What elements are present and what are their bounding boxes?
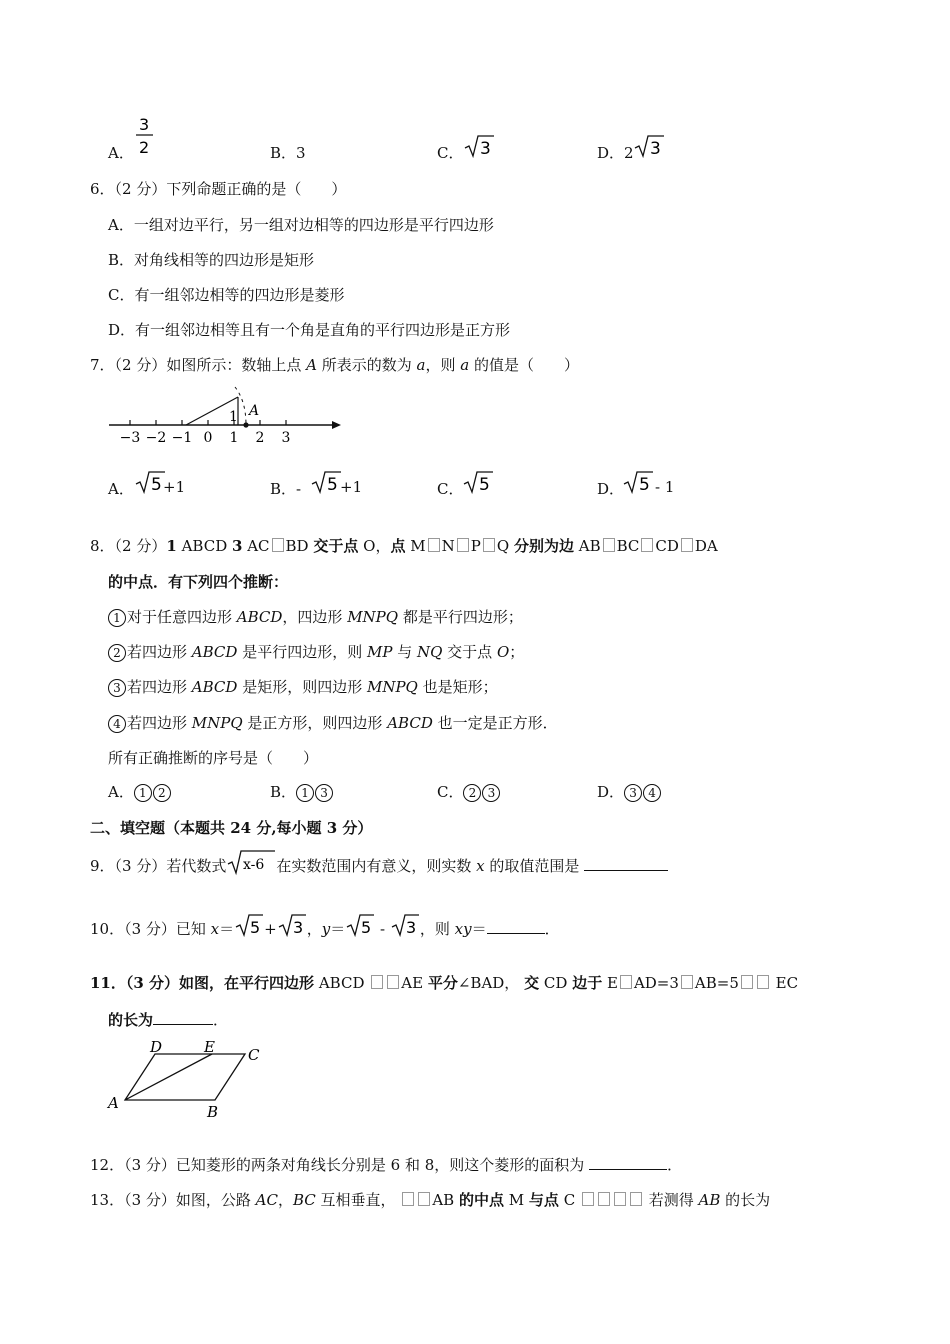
q8-stem-line1 xyxy=(90,535,718,556)
statement-var: MNPQ xyxy=(191,714,243,732)
radicand: 3 xyxy=(650,139,661,159)
axis-tick-label: −1 xyxy=(171,430,193,446)
stem-text: ∠BAD， xyxy=(457,974,520,992)
stem-text: BD xyxy=(285,537,309,555)
q7-option-c-label: C． xyxy=(437,480,464,498)
q7-option-d-label: D． xyxy=(597,480,625,498)
q8-option-d xyxy=(597,781,662,802)
label-A: A xyxy=(108,1094,119,1112)
q8-option-c xyxy=(437,781,501,802)
stem-text: M xyxy=(410,537,426,555)
radicand: 5 xyxy=(639,475,650,495)
axis-tick-label: −2 xyxy=(145,430,167,446)
fraction-denominator: 2 xyxy=(139,138,150,157)
q5-option-c-sqrt xyxy=(463,134,495,160)
circled-number: 4 xyxy=(643,784,661,802)
q5-option-c-label: C． xyxy=(437,144,464,162)
statement-text: ，四边形 xyxy=(282,608,348,626)
axis-tick-label: 0 xyxy=(203,430,213,446)
stem-text: 交 xyxy=(524,974,540,992)
q9-answer-blank[interactable] xyxy=(584,856,668,871)
q7-stem xyxy=(90,354,579,375)
q7-number-line-figure xyxy=(105,385,350,447)
q13-text: 互相垂直， xyxy=(315,1191,396,1209)
stem-text: AC xyxy=(247,537,270,555)
q5-option-b: B．3 xyxy=(270,144,306,162)
q13-text: AB xyxy=(432,1191,455,1209)
question-13 xyxy=(90,1189,770,1210)
stem-text: 边于 xyxy=(572,974,603,992)
q13-text: ， xyxy=(277,1191,293,1209)
q8-statement-4 xyxy=(108,712,558,733)
statement-var: ABCD xyxy=(191,678,238,696)
q7-option-a-tail: +1 xyxy=(163,478,186,496)
q7-option-b-label: B．- xyxy=(270,480,302,498)
statement-text: 若四边形 xyxy=(127,643,192,661)
section-2-heading: 二、填空题（本题共 24 分,每小题 3 分） xyxy=(90,819,373,837)
point-A-dot xyxy=(243,422,248,427)
q13-text: C xyxy=(563,1191,576,1209)
q7-option-b-sqrt xyxy=(310,470,342,496)
var-BC: BC xyxy=(293,1191,316,1209)
statement-var: ABCD xyxy=(191,643,238,661)
stem-text: 7．（2 分）如图所示：数轴上点 xyxy=(90,356,307,374)
missing-glyph-icon xyxy=(681,538,693,552)
stem-text: CD xyxy=(655,537,679,555)
stem-text: ，则 xyxy=(425,356,461,374)
unit-length-label: 1 xyxy=(229,409,238,425)
radicand: 5 xyxy=(361,918,372,937)
q7-option-d-tail: - 1 xyxy=(655,478,675,496)
label-C: C xyxy=(248,1046,260,1064)
label-D: D xyxy=(150,1038,163,1056)
stem-text: N xyxy=(441,537,455,555)
axis-ticks xyxy=(120,420,291,446)
stem-text: O， xyxy=(363,537,391,555)
q8-stem-line2: 的中点．有下列四个推断： xyxy=(108,573,289,591)
circled-number: 3 xyxy=(482,784,500,802)
q13-text: M xyxy=(508,1191,525,1209)
q10-text: + xyxy=(264,920,277,938)
q10-text: ． xyxy=(544,920,560,938)
statement-text: ； xyxy=(509,643,525,661)
var-A: A xyxy=(306,356,317,374)
stem-text: ． xyxy=(213,1011,229,1029)
missing-glyph-icon xyxy=(681,975,693,989)
q9-text: 的取值范围是 xyxy=(484,857,585,875)
stem-text: 所表示的数为 xyxy=(316,356,417,374)
radicand: 3 xyxy=(405,918,417,937)
q12-answer-blank[interactable] xyxy=(589,1155,667,1170)
q10-text: ＝ xyxy=(471,920,487,938)
q7-option-a-sqrt xyxy=(134,470,166,496)
option-label: A． xyxy=(108,783,134,801)
circled-number: 3 xyxy=(315,784,333,802)
q13-text: 若测得 xyxy=(648,1191,699,1209)
q10-answer-blank[interactable] xyxy=(487,919,545,934)
stem-text: ABCD xyxy=(318,974,365,992)
stem-text: E xyxy=(606,974,618,992)
missing-glyph-icon xyxy=(418,1192,430,1206)
circled-number: 3 xyxy=(624,784,642,802)
stem-text: 分别为边 xyxy=(513,537,574,555)
q10-text: ，则 xyxy=(419,920,455,938)
var-a: a xyxy=(460,356,470,374)
label-E: E xyxy=(204,1038,215,1056)
stem-text: 平分 xyxy=(427,974,458,992)
statement-text: 对于任意四边形 xyxy=(127,608,237,626)
var-y: y xyxy=(321,920,331,938)
missing-glyph-icon xyxy=(483,538,495,552)
statement-var: MNPQ xyxy=(347,608,399,626)
question-12 xyxy=(90,1154,682,1175)
q7-option-b-tail: +1 xyxy=(340,478,363,496)
q9-sqrt xyxy=(226,849,276,877)
missing-glyph-icon xyxy=(428,538,440,552)
missing-glyph-icon xyxy=(272,538,284,552)
q10-text: ， xyxy=(306,920,322,938)
stem-text: 的值是（ ） xyxy=(469,356,579,374)
circled-number: 2 xyxy=(463,784,481,802)
statement-text: 是正方形，则四边形 xyxy=(242,714,388,732)
option-label: B． xyxy=(270,783,297,801)
stem-text: Q xyxy=(496,537,510,555)
q13-text: 的长为 xyxy=(720,1191,771,1209)
statement-var: MP xyxy=(366,643,393,661)
stem-text: 如图，在平行四边形 xyxy=(179,974,315,992)
parallelogram-ABCD xyxy=(125,1054,245,1100)
missing-glyph-icon xyxy=(641,538,653,552)
circled-number: 4 xyxy=(108,715,126,733)
q10-text: ＝ xyxy=(219,920,235,938)
statement-text: 都是平行四边形； xyxy=(398,608,523,626)
stem-text: 3 xyxy=(232,537,243,555)
var-AB: AB xyxy=(698,1191,721,1209)
stem-text: DA xyxy=(694,537,718,555)
q8-statement-3 xyxy=(108,676,498,697)
q10-sqrt-3 xyxy=(277,913,307,939)
radicand: 5 xyxy=(151,475,162,495)
stem-text: EC xyxy=(775,974,799,992)
segment-AE xyxy=(125,1054,212,1100)
q11-parallelogram-figure xyxy=(105,1036,275,1124)
q11-stem-line2 xyxy=(108,1009,228,1030)
circled-number: 1 xyxy=(108,609,126,627)
var-AC: AC xyxy=(255,1191,278,1209)
q10-text: - xyxy=(375,920,390,938)
statement-var: O xyxy=(496,643,510,661)
axis-tick-label: 3 xyxy=(281,430,291,446)
q7-option-c-sqrt xyxy=(462,470,494,496)
axis-arrow-icon xyxy=(332,421,341,429)
q12-text: ． xyxy=(667,1156,683,1174)
stem-text: 的长为 xyxy=(108,1011,154,1029)
var-xy: xy xyxy=(454,920,472,938)
statement-var: NQ xyxy=(416,643,443,661)
stem-text: AE xyxy=(401,974,424,992)
q8-statement-2 xyxy=(108,641,524,662)
q6-stem: 6．（2 分）下列命题正确的是（ ） xyxy=(90,180,347,198)
radicand: 5 xyxy=(479,475,490,495)
q13-text: 的中点 xyxy=(458,1191,504,1209)
q8-option-a xyxy=(108,781,172,802)
radicand: x-6 xyxy=(243,857,265,873)
q5-option-d-sqrt xyxy=(633,134,665,160)
missing-glyph-icon xyxy=(757,975,769,989)
missing-glyph-icon xyxy=(402,1192,414,1206)
q5-option-a-fraction xyxy=(134,113,156,159)
stem-text: 1 xyxy=(166,537,177,555)
missing-glyph-icon xyxy=(620,975,632,989)
q11-number: 11．（3 分） xyxy=(90,974,180,992)
question-9 xyxy=(90,849,668,877)
missing-glyph-icon xyxy=(371,975,383,989)
statement-text: 也是矩形； xyxy=(417,678,498,696)
stem-text: AD=3 xyxy=(633,974,679,992)
q10-sqrt-5b xyxy=(345,913,375,939)
circled-number: 1 xyxy=(296,784,314,802)
radicand: 5 xyxy=(250,918,261,937)
statement-text: 是矩形，则四边形 xyxy=(237,678,367,696)
q10-sqrt-5 xyxy=(234,913,264,939)
missing-glyph-icon xyxy=(741,975,753,989)
q11-stem-line1 xyxy=(90,972,798,993)
missing-glyph-icon xyxy=(598,1192,610,1206)
statement-var: ABCD xyxy=(236,608,283,626)
q5-option-a-label: A． xyxy=(108,144,134,162)
q10-sqrt-3b xyxy=(390,913,420,939)
q9-text: 9．（3 分）若代数式 xyxy=(90,857,227,875)
q8-statement-1 xyxy=(108,606,523,627)
stem-text: AB xyxy=(578,537,601,555)
axis-tick-label: −3 xyxy=(119,430,141,446)
statement-text: 与 xyxy=(392,643,417,661)
stem-text: P xyxy=(470,537,481,555)
label-B: B xyxy=(207,1103,219,1121)
stem-text: CD xyxy=(543,974,568,992)
statement-var: ABCD xyxy=(387,714,433,732)
q6-option-a: A．一组对边平行，另一组对边相等的四边形是平行四边形 xyxy=(108,216,494,234)
circled-number: 2 xyxy=(153,784,171,802)
q6-option-b: B．对角线相等的四边形是矩形 xyxy=(108,251,315,269)
option-label: D． xyxy=(597,783,625,801)
missing-glyph-icon xyxy=(457,538,469,552)
circled-number: 1 xyxy=(134,784,152,802)
statement-text: 是平行四边形，则 xyxy=(237,643,367,661)
missing-glyph-icon xyxy=(387,975,399,989)
circled-number: 3 xyxy=(108,679,126,697)
q9-text: 在实数范围内有意义，则实数 xyxy=(276,857,477,875)
circled-number: 2 xyxy=(108,644,126,662)
radicand: 3 xyxy=(292,918,303,937)
statement-text: 也一定是正方形． xyxy=(432,714,558,732)
stem-text: 交于点 xyxy=(313,537,359,555)
statement-text: 若四边形 xyxy=(127,678,192,696)
q6-option-c: C．有一组邻边相等的四边形是菱形 xyxy=(108,286,345,304)
q10-text: 10．（3 分）已知 xyxy=(90,920,211,938)
option-label: C． xyxy=(437,783,464,801)
q13-text: 与点 xyxy=(528,1191,559,1209)
q5-option-d-label: D．2 xyxy=(597,144,634,162)
stem-text: 点 xyxy=(390,537,406,555)
missing-glyph-icon xyxy=(614,1192,626,1206)
q8-option-b xyxy=(270,781,334,802)
missing-glyph-icon xyxy=(630,1192,642,1206)
var-x: x xyxy=(476,857,485,875)
missing-glyph-icon xyxy=(603,538,615,552)
axis-tick-label: 2 xyxy=(255,430,265,446)
radicand: 5 xyxy=(327,475,338,495)
q7-option-d-sqrt xyxy=(622,470,654,496)
var-x: x xyxy=(210,920,220,938)
q8-number: 8．（2 分） xyxy=(90,537,167,555)
fraction-numerator: 3 xyxy=(139,115,150,134)
q8-ask: 所有正确推断的序号是（ ） xyxy=(108,749,319,767)
statement-var: MNPQ xyxy=(366,678,418,696)
statement-text: 若四边形 xyxy=(127,714,192,732)
radicand: 3 xyxy=(480,139,491,159)
q13-text: 13．（3 分）如图，公路 xyxy=(90,1191,256,1209)
stem-text: ABCD xyxy=(181,537,228,555)
statement-text: 交于点 xyxy=(442,643,497,661)
point-A-label: A xyxy=(249,403,260,419)
q6-option-d: D．有一组邻边相等且有一个角是直角的平行四边形是正方形 xyxy=(108,321,511,339)
q10-text: ＝ xyxy=(330,920,346,938)
missing-glyph-icon xyxy=(582,1192,594,1206)
q12-text: 12．（3 分）已知菱形的两条对角线长分别是 6 和 8，则这个菱形的面积为 xyxy=(90,1156,590,1174)
q11-answer-blank[interactable] xyxy=(153,1010,213,1025)
var-a: a xyxy=(416,356,426,374)
question-10 xyxy=(90,913,560,939)
stem-text: BC xyxy=(616,537,640,555)
axis-tick-label: 1 xyxy=(229,430,239,446)
q7-option-a-label: A． xyxy=(108,480,134,498)
stem-text: AB=5 xyxy=(694,974,739,992)
